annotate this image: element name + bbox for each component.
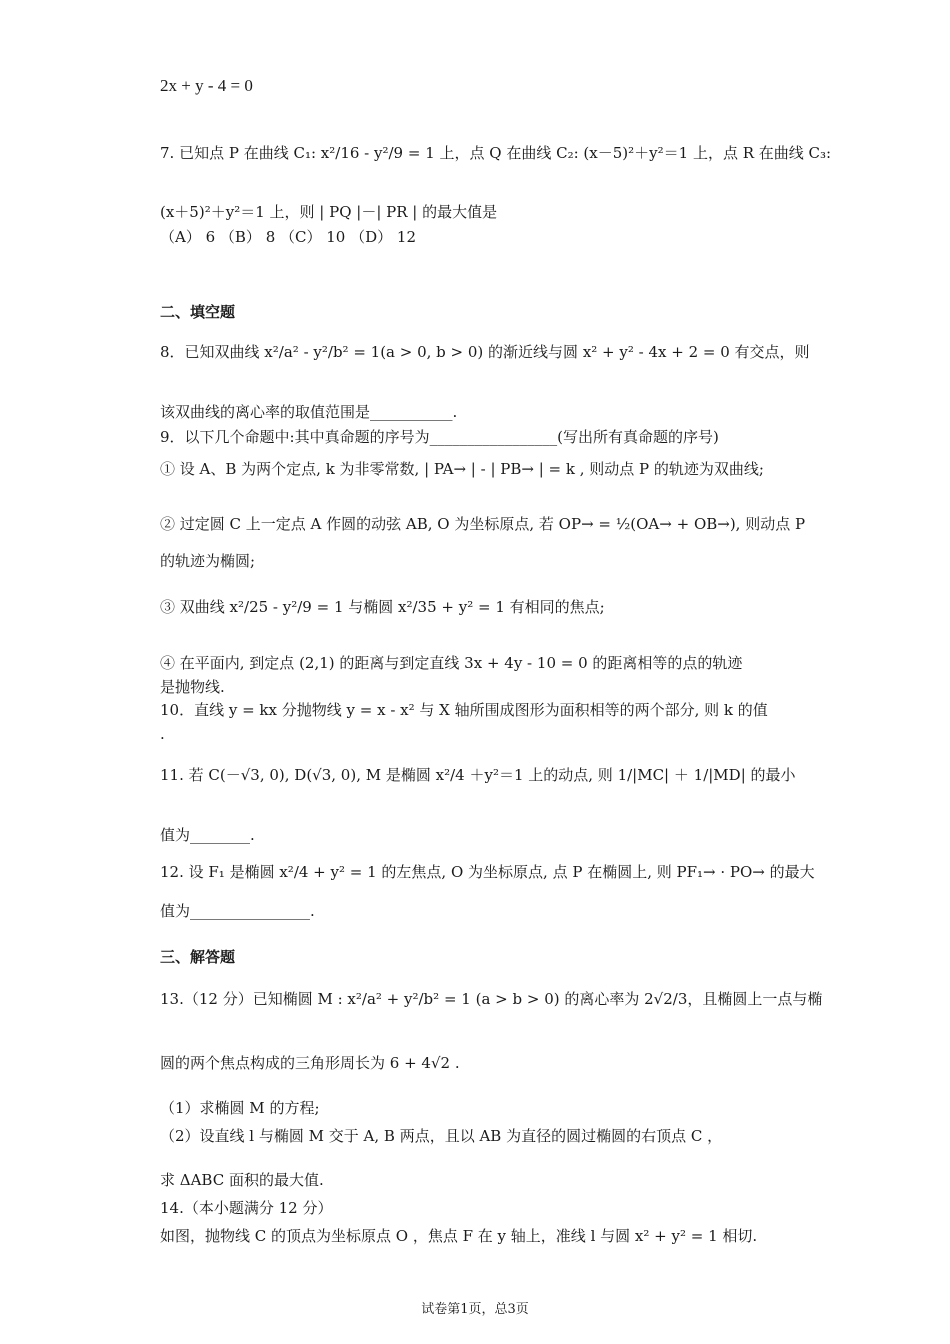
q9-item4b: 是抛物线.	[160, 678, 225, 696]
q10-line1: 10．直线 y = kx 分抛物线 y = x - x² 与 X 轴所围成图形为面积相等的两个部分, 则 k 的值	[160, 701, 768, 719]
q13-line2: 圆的两个焦点构成的三角形周长为 6 + 4√2 .	[160, 1054, 460, 1072]
q9-item2b: 的轨迹为椭圆;	[160, 552, 256, 570]
section-fill-in-heading: 二、填空题	[160, 303, 236, 321]
q8-line2: 该双曲线的离心率的取值范围是___________.	[160, 403, 458, 421]
q10-line2: .	[160, 725, 165, 743]
q13-part1: （1）求椭圆 M 的方程;	[160, 1099, 320, 1117]
q13-part2: （2）设直线 l 与椭圆 M 交于 A, B 两点，且以 AB 为直径的圆过椭圆的右顶点 C ，	[160, 1127, 723, 1145]
q9-item3: ③ 双曲线 x²/25 - y²/9 = 1 与椭圆 x²/35 + y² = 1 有相同的焦点;	[160, 598, 605, 616]
q7-line2: (x＋5)²＋y²＝1 上，则 | PQ |－| PR | 的最大值是	[160, 203, 498, 221]
q7-options: （A） 6 （B） 8 （C） 10 （D） 12	[160, 228, 416, 246]
section-answer-heading: 三、解答题	[160, 948, 236, 966]
q13-line1: 13.（12 分）已知椭圆 M : x²/a² + y²/b² = 1 (a > b > 0) 的离心率为 2√2/3，且椭圆上一点与椭	[160, 990, 823, 1008]
q12-line1: 12. 设 F₁ 是椭圆 x²/4 + y² = 1 的左焦点, O 为坐标原点, 点 P 在椭圆上, 则 PF₁→ · PO→ 的最大	[160, 863, 815, 881]
q12-line2: 值为________________.	[160, 902, 315, 920]
q9-item4a: ④ 在平面内, 到定点 (2,1) 的距离与到定直线 3x + 4y - 10 = 0 的距离相等的点的轨迹	[160, 654, 743, 672]
q8-line1: 8．已知双曲线 x²/a² - y²/b² = 1(a > 0, b > 0) 的渐近线与圆 x² + y² - 4x + 2 = 0 有交点，则	[160, 343, 810, 361]
q13-part3: 求 ΔABC 面积的最大值.	[160, 1171, 324, 1189]
q11-line1: 11. 若 C(－√3, 0), D(√3, 0), M 是椭圆 x²/4 ＋y²＝1 上的动点, 则 1/|MC| ＋ 1/|MD| 的最小	[160, 766, 796, 784]
page-footer: 试卷第1页，总3页	[421, 1302, 529, 1317]
q9-item2a: ② 过定圆 C 上一定点 A 作圆的动弦 AB, O 为坐标原点, 若 OP→ = ½(OA→ + OB→), 则动点 P	[160, 515, 806, 533]
q9-item1: ① 设 A、B 为两个定点, k 为非零常数, | PA→ | - | PB→ | = k , 则动点 P 的轨迹为双曲线;	[160, 460, 764, 478]
q14-line1: 14.（本小题满分 12 分）	[160, 1199, 333, 1217]
top-equation: 2x + y - 4 = 0	[160, 76, 253, 95]
q14-line2: 如图，抛物线 C 的顶点为坐标原点 O ，焦点 F 在 y 轴上，准线 l 与圆 x² + y² = 1 相切.	[160, 1227, 758, 1245]
q7-line1: 7. 已知点 P 在曲线 C₁: x²/16 - y²/9 = 1 上，点 Q 在曲线 C₂: (x－5)²＋y²＝1 上，点 R 在曲线 C₃:	[160, 144, 832, 162]
q11-line2: 值为________.	[160, 826, 255, 844]
q9-line1: 9．以下几个命题中:其中真命题的序号为_________________(写出所有真命题的序号)	[160, 428, 719, 446]
